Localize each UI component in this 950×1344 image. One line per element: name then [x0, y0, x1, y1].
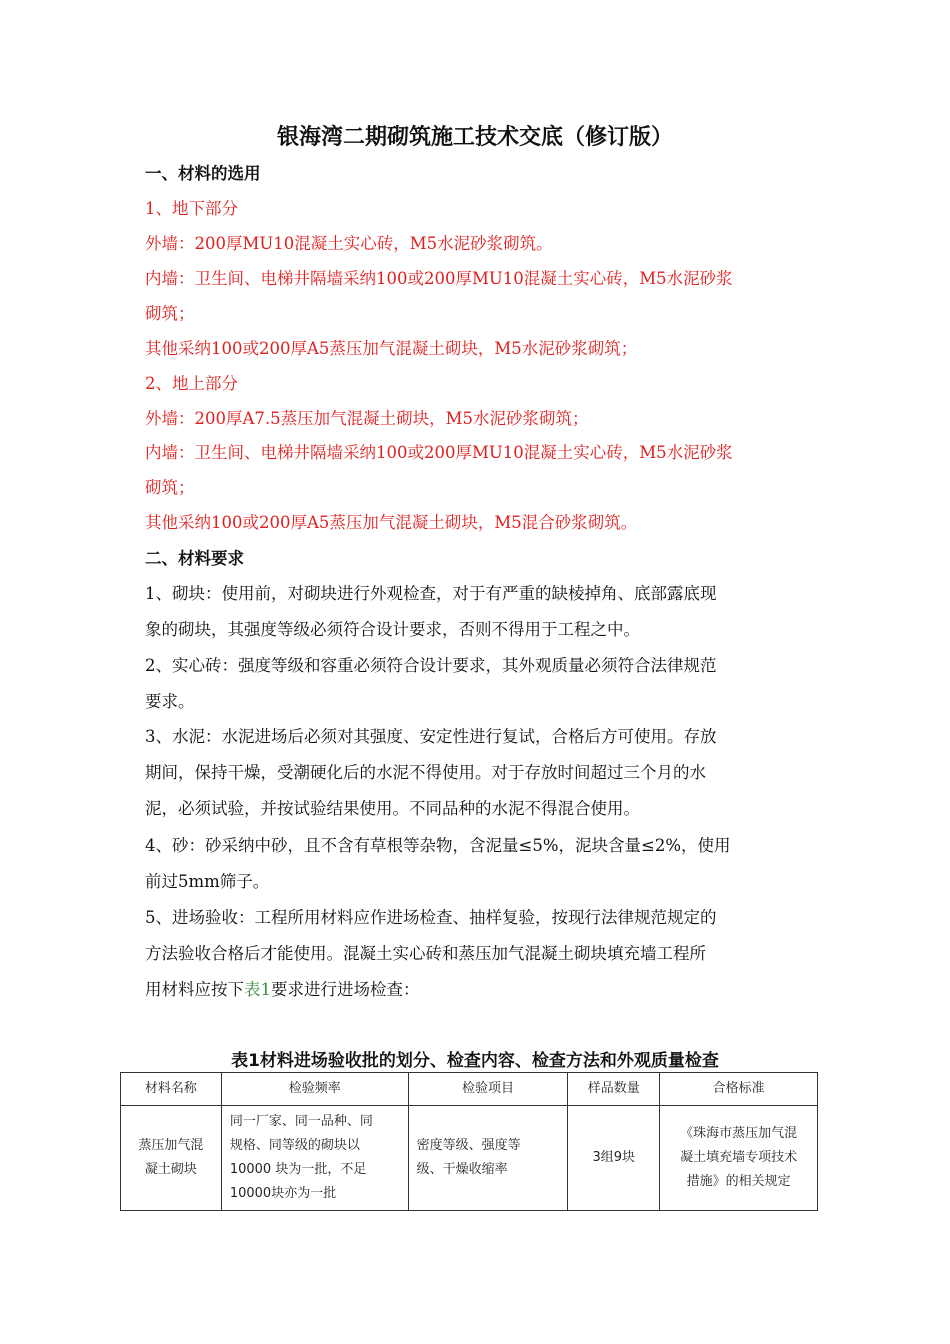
- cell-inspection-frequency: [221, 1106, 408, 1211]
- cell-text: 10000块亦为一批: [229, 1186, 337, 1201]
- aboveground-inner-wall-line-2: 砌筑；: [145, 478, 195, 497]
- block-requirement-line-1: 1、砌块：使用前，对砌块进行外观检查，对于有严重的缺棱掉角、底部露底现: [145, 584, 717, 603]
- header-sample-quantity: 样品数量: [568, 1073, 660, 1106]
- document-title: 银海湾二期砌筑施工技术交底（修订版）: [276, 125, 673, 150]
- block-requirement-line-2: 象的砌块，其强度等级必须符合设计要求，否则不得用于工程之中。: [145, 620, 640, 639]
- header-material-name: 材料名称: [121, 1073, 222, 1106]
- table-1-caption: 表1材料进场验收批的划分、检查内容、检查方法和外观质量检查: [231, 1051, 719, 1071]
- acceptance-line-1: 5、进场验收：工程所用材料应作进场检查、抽样复验，按现行法律规范规定的: [145, 908, 717, 927]
- acceptance-line-3-text: 用材料应按下: [145, 980, 244, 999]
- cement-requirement-line-1: 3、水泥：水泥进场后必须对其强度、安定性进行复试，合格后方可使用。存放: [145, 727, 717, 746]
- aboveground-other-wall: 其他采纳100或200厚A5蒸压加气混凝土砌块，M5混合砂浆砌筑。: [145, 513, 638, 532]
- cell-sample-quantity: 3组9块: [568, 1106, 660, 1211]
- table-row: [121, 1106, 818, 1211]
- underground-inner-wall-line-2: 砌筑；: [145, 304, 195, 323]
- acceptance-line-3: [145, 978, 825, 1002]
- cement-requirement-line-3: 泥，必须试验，并按试验结果使用。不同品种的水泥不得混合使用。: [145, 799, 640, 818]
- section-1-heading: 一、材料的选用: [145, 164, 261, 183]
- cell-text: 《珠海市蒸压加气混: [680, 1126, 798, 1141]
- cell-text: 级、干燥收缩率: [416, 1162, 508, 1177]
- cell-text: 措施》的相关规定: [686, 1174, 791, 1189]
- cell-text: 同一厂家、同一品种、同: [229, 1114, 373, 1129]
- cell-inspection-items: [408, 1106, 568, 1211]
- underground-subheading: 1、地下部分: [145, 199, 238, 218]
- cell-acceptance-standard: [660, 1106, 818, 1211]
- sand-requirement-line-2: 前过5mm筛子。: [145, 872, 270, 891]
- aboveground-outer-wall: 外墙：200厚A7.5蒸压加气混凝土砌块，M5水泥砂浆砌筑；: [145, 409, 589, 428]
- underground-inner-wall-line-1: 内墙：卫生间、电梯井隔墙采纳100或200厚MU10混凝土实心砖，M5水泥砂浆: [145, 269, 733, 288]
- header-inspection-items: 检验项目: [408, 1073, 568, 1106]
- sand-requirement-line-1: 4、砂：砂采纳中砂，且不含有草根等杂物，含泥量≤5%，泥块含量≤2%，使用: [145, 836, 731, 855]
- cell-text: 密度等级、强度等: [416, 1138, 521, 1153]
- aboveground-subheading: 2、地上部分: [145, 374, 238, 393]
- cell-text: 凝土砌块: [144, 1162, 197, 1177]
- cell-text: 规格、同等级的砌块以: [229, 1138, 360, 1153]
- cement-requirement-line-2: 期间，保持干燥，受潮硬化后的水泥不得使用。对于存放时间超过三个月的水: [145, 763, 706, 782]
- cell-text: 10000 块为一批，不足: [229, 1162, 367, 1177]
- section-2-heading: 二、材料要求: [145, 549, 244, 568]
- table-header-row: [121, 1073, 818, 1106]
- solid-brick-requirement-line-2: 要求。: [145, 692, 195, 711]
- solid-brick-requirement-line-1: 2、实心砖：强度等级和容重必须符合设计要求，其外观质量必须符合法律规范: [145, 656, 717, 675]
- underground-outer-wall: 外墙：200厚MU10混凝土实心砖，M5水泥砂浆砌筑。: [145, 234, 553, 253]
- acceptance-line-3-text-end: 要求进行进场检查：: [271, 980, 420, 999]
- aboveground-inner-wall-line-1: 内墙：卫生间、电梯井隔墙采纳100或200厚MU10混凝土实心砖，M5水泥砂浆: [145, 443, 733, 462]
- header-acceptance-standard: 合格标准: [660, 1073, 818, 1106]
- cell-text: 凝土填充墙专项技术: [680, 1150, 798, 1165]
- table-1-link[interactable]: 表1: [244, 980, 271, 999]
- header-inspection-frequency: 检验频率: [221, 1073, 408, 1106]
- acceptance-line-2: 方法验收合格后才能使用。混凝土实心砖和蒸压加气混凝土砌块填充墙工程所: [145, 944, 706, 963]
- material-inspection-table: [120, 1072, 818, 1211]
- underground-other-wall: 其他采纳100或200厚A5蒸压加气混凝土砌块，M5水泥砂浆砌筑；: [145, 339, 638, 358]
- cell-material-name: [121, 1106, 222, 1211]
- cell-text: 蒸压加气混: [138, 1138, 204, 1153]
